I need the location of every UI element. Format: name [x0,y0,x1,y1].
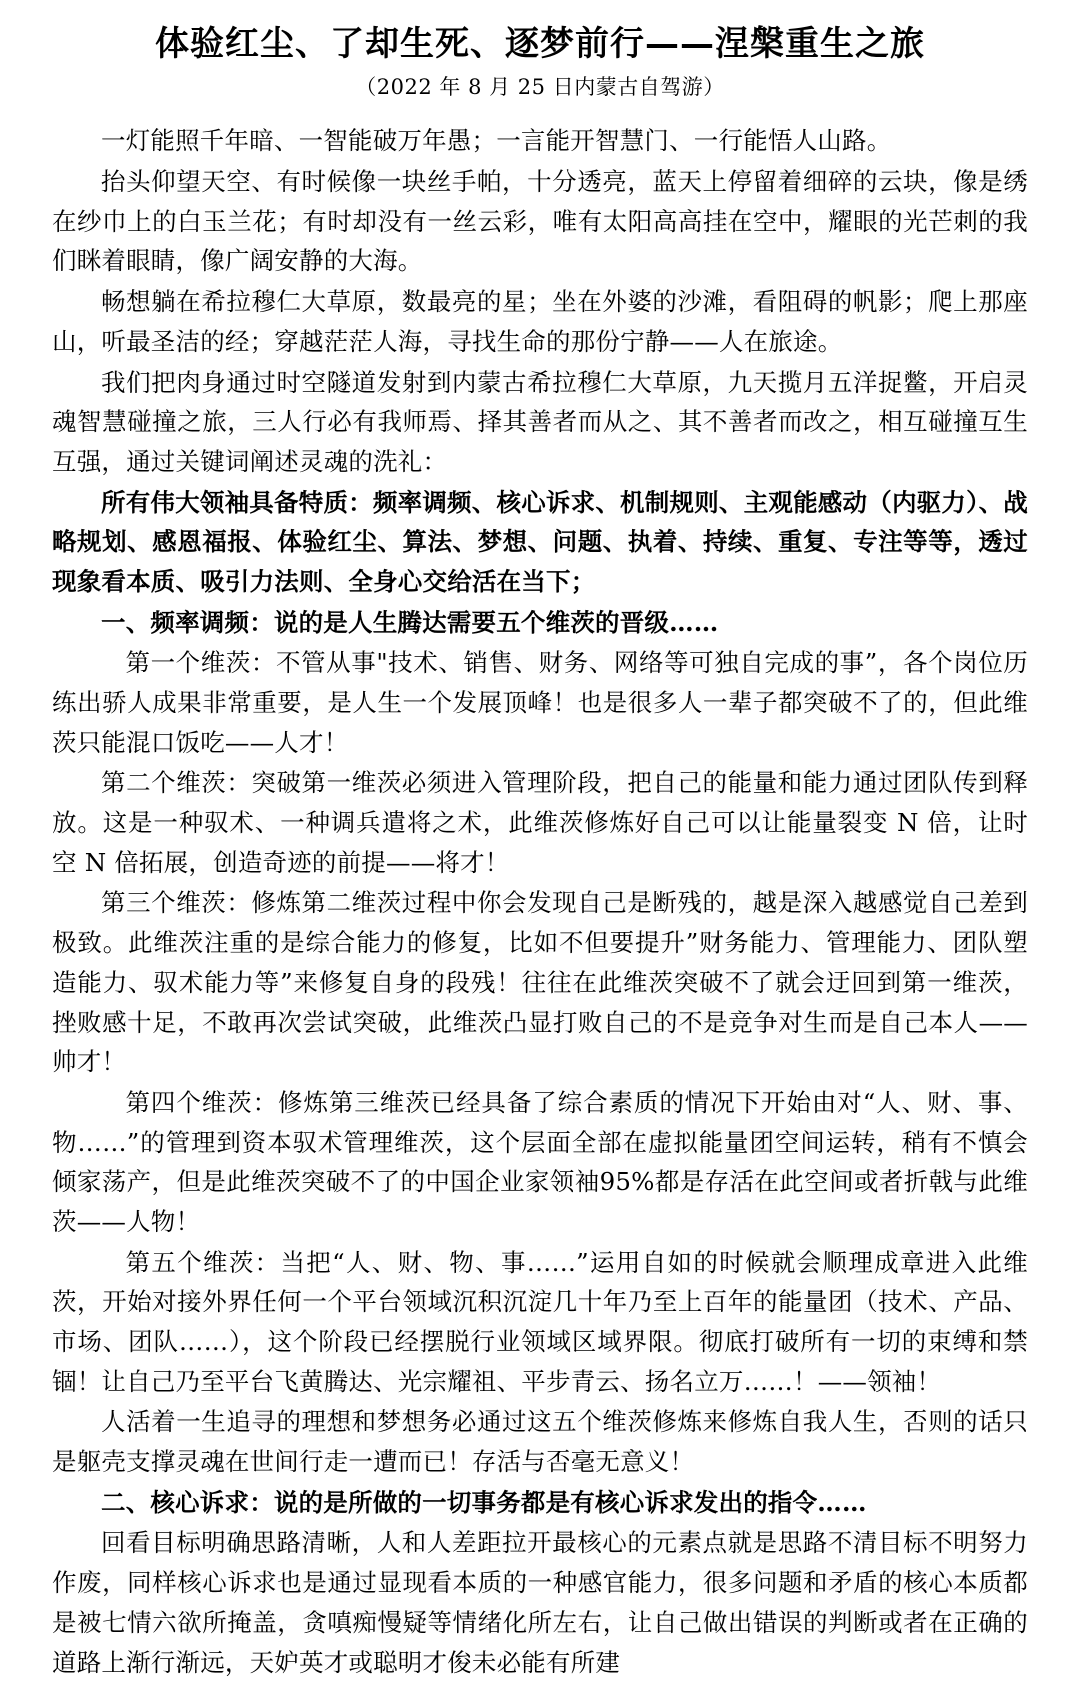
paragraph: 抬头仰望天空、有时候像一块丝手帕，十分透亮，蓝天上停留着细碎的云块，像是绣在纱巾上的白玉兰花；有时却没有一丝云彩，唯有太阳高高挂在空中，耀眼的光芒刺的我们眯着眼睛，像广阔安静的大海。 [52,167,1028,276]
paragraph-emphasis: 所有伟大领袖具备特质：频率调频、核心诉求、机制规则、主观能感动（内驱力）、战略规划、感恩福报、体验红尘、算法、梦想、问题、执着、持续、重复、专注等等，透过现象看本质、吸引力法则、全身心交给活在当下； [52,487,1028,596]
paragraph: 人活着一生追寻的理想和梦想务必通过这五个维茨修炼来修炼自我人生，否则的话只是躯壳支撑灵魂在世间行走一遭而已！存活与否毫无意义！ [52,1407,1028,1477]
paragraph: 我们把肉身通过时空隧道发射到内蒙古希拉穆仁大草原，九天揽月五洋捉鳖，开启灵魂智慧碰撞之旅，三人行必有我师焉、择其善者而从之、其不善者而改之，相互碰撞互生互强，通过关键词阐述灵魂的洗礼： [52,367,1028,476]
page-subtitle: （2022 年 8 月 25 日内蒙古自驾游） [355,74,725,99]
page-title: 体验红尘、了却生死、逐梦前行——涅槃重生之旅 [155,24,925,64]
section-heading-two: 二、核心诉求：说的是所做的一切事务都是有核心诉求发出的指令…… [101,1487,867,1517]
paragraph: 第五个维茨：当把“人、财、物、事……”运用自如的时候就会顺理成章进入此维茨，开始对接外界任何一个平台领域沉积沉淀几十年乃至上百年的能量团（技术、产品、市场、团队……），这个阶段已经摆脱行业领域区域界限。彻底打破所有一切的束缚和禁锢！让自己乃至平台飞黄腾达、光宗耀祖、平步青云、扬名立万……！——领袖！ [52,1247,1028,1396]
document-body [52,121,1028,1682]
paragraph: 第一个维茨：不管从事"技术、销售、财务、网络等可独自完成的事”，各个岗位历练出骄人成果非常重要，是人生一个发展顶峰！也是很多人一辈子都突破不了的，但此维茨只能混口饭吃——人才！ [52,648,1028,757]
paragraph: 第二个维茨：突破第一维茨必须进入管理阶段，把自己的能量和能力通过团队传到释放。这是一种驭术、一种调兵遣将之术，此维茨修炼好自己可以让能量裂变 N 倍，让时空 N 倍拓展，创造奇迹的前提——将才！ [52,768,1028,877]
paragraph: 畅想躺在希拉穆仁大草原，数最亮的星；坐在外婆的沙滩，看阻碍的帆影；爬上那座山，听最圣洁的经；穿越茫茫人海，寻找生命的那份宁静——人在旅途。 [52,287,1028,356]
paragraph: 第三个维茨：修炼第二维茨过程中你会发现自己是断残的，越是深入越感觉自己差到极致。此维茨注重的是综合能力的修复，比如不但要提升”财务能力、管理能力、团队塑造能力、驭术能力等”来修复自身的段残！往往在此维茨突破不了就会迂回到第一维茨，挫败感十足，不敢再次尝试突破，此维茨凸显打败自己的不是竞争对生而是自己本人——帅才！ [52,888,1028,1077]
section-heading-one: 一、频率调频：说的是人生腾达需要五个维茨的晋级…… [101,607,719,637]
paragraph: 一灯能照千年暗、一智能破万年愚；一言能开智慧门、一行能悟人山路。 [101,126,892,156]
paragraph: 第四个维茨：修炼第三维茨已经具备了综合素质的情况下开始由对“人、财、事、物……”的管理到资本驭术管理维茨，这个层面全部在虚拟能量团空间运转，稍有不慎会倾家荡产，但是此维茨突破不了的中国企业家领袖95%都是存活在此空间或者折戟与此维茨——人物！ [52,1087,1028,1236]
paragraph: 回看目标明确思路清晰，人和人差距拉开最核心的元素点就是思路不清目标不明努力作废，同样核心诉求也是通过显现看本质的一种感官能力，很多问题和矛盾的核心本质都是被七情六欲所掩盖，贪嗔痴慢疑等情绪化所左右，让自己做出错误的判断或者在正确的道路上渐行渐远，天妒英才或聪明才俊未必能有所建 [52,1528,1028,1677]
